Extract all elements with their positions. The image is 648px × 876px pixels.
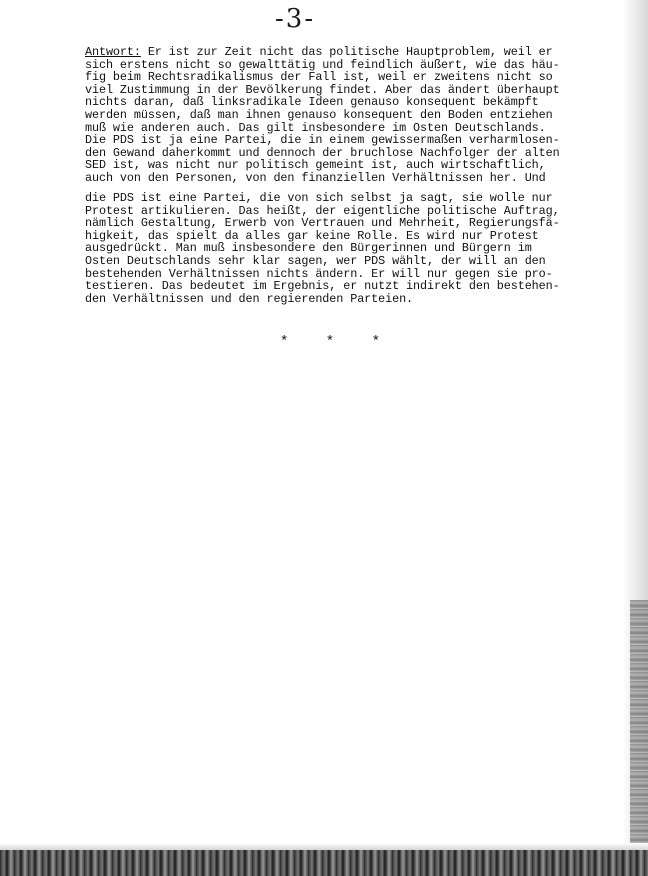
separator-star: *: [325, 334, 335, 350]
scan-edge-noise: [630, 600, 648, 850]
scan-edge-bottom: [0, 850, 648, 876]
answer-paragraph-1-text: Er ist zur Zeit nicht das politische Hauptproblem, weil er sich erstens nicht so gewalttätig und feindlich äußert, wie das häu- fig beim Rechtsradikalismus der Fall ist, weil er zweitens nicht so viel Zustimmung in der Bevölkerung findet. Aber das ändert überhaupt nichts daran, daß linksradikale Ideen genauso konsequent bekämpft werden müssen, daß man ihnen genauso konsequent den Boden entziehen muß wie anderen auch. Das gilt insbesondere im Osten Deutschlands. Die PDS ist ja eine Partei, die in einem gewissermaßen verharmlosen- den Gewand daherkommt und dennoch der bruchlose Nachfolger der alten SED ist, was nicht nur politisch gemeint ist, auch wirtschaftlich, auch von den Personen, von den finanziellen Verhältnissen her. Und: [85, 45, 560, 185]
separator-star: *: [280, 334, 289, 350]
answer-label: Antwort:: [85, 45, 141, 59]
separator-star: *: [371, 334, 380, 350]
section-separator: [280, 334, 380, 350]
answer-paragraph-2: die PDS ist eine Partei, die von sich selbst ja sagt, sie wolle nur Protest artikulieren. Das heißt, der eigentliche politische Auftrag, nämlich Gestaltung, Erwerb von Vertrauen und Mehrheit, Regierungsfä- higkeit, das spielt da alles gar keine Rolle. Es wird nur Protest ausgedrückt. Man muß insbesondere den Bürgerinnen und Bürgern im Osten Deutschlands sehr klar sagen, wer PDS wählt, der will an den bestehenden Verhältnissen nichts ändern. Er will nur gegen sie pro- testieren. Das bedeutet im Ergebnis, er nutzt indirekt den bestehen- den Verhältnissen und den regierenden Parteien.: [85, 191, 560, 306]
page-number: -3-: [275, 4, 316, 34]
answer-paragraph-1: [85, 46, 578, 185]
